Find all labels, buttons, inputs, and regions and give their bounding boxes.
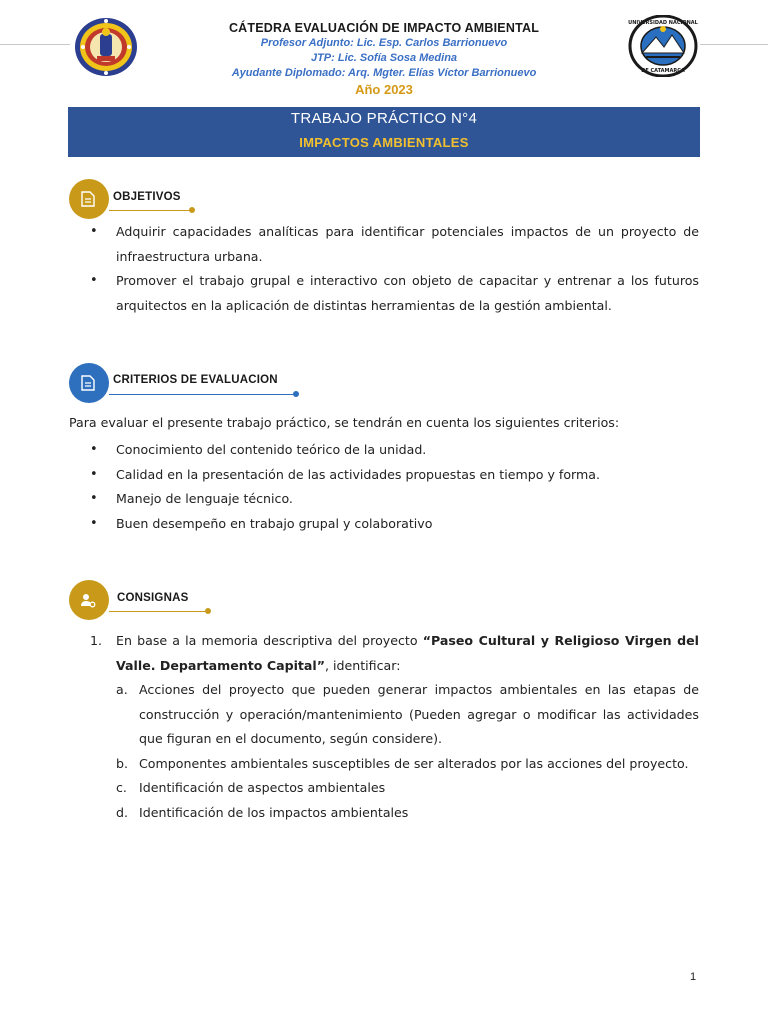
objetivos-badge <box>69 179 109 219</box>
subitem-letter: a. <box>116 682 128 697</box>
title-banner <box>68 107 700 157</box>
consignas-underline-dot <box>205 608 211 614</box>
section-objetivos-header <box>69 179 209 219</box>
university-seal-logo <box>628 15 698 77</box>
document-icon <box>81 191 95 207</box>
header-rule-left <box>0 44 70 45</box>
jtp-line: JTP: Lic. Sofía Sosa Medina <box>310 52 458 64</box>
professor-line: Profesor Adjunto: Lic. Esp. Carlos Barrionuevo <box>260 37 508 49</box>
objetivos-list <box>69 220 699 318</box>
criterios-intro: Para evaluar el presente trabajo práctico, se tendrán en cuenta los siguientes criterios: <box>69 415 620 430</box>
consigna-subitem <box>116 752 699 777</box>
subitem-letter: d. <box>116 804 128 820</box>
criterios-underline-dot <box>293 391 299 397</box>
consigna-text <box>116 629 699 678</box>
consigna-item-1 <box>69 629 699 678</box>
header-text <box>150 21 618 97</box>
criterio-item: • Conocimiento del contenido teórico de la unidad. <box>69 438 699 463</box>
consigna-subitem <box>116 801 699 826</box>
section-consignas-header <box>69 580 219 620</box>
consigna-text-before: En base a la memoria descriptiva del proyecto <box>116 633 423 648</box>
consigna-subitems <box>116 678 699 825</box>
objetivos-underline <box>109 210 191 211</box>
svg-text:DE CATAMARCA: DE CATAMARCA <box>641 68 685 74</box>
criterio-item: • Calidad en la presentación de las actividades propuestas en tiempo y forma. <box>69 463 699 488</box>
consigna-text-after: , identificar: <box>325 657 401 673</box>
user-gear-icon <box>80 592 96 608</box>
svg-text:UNIVERSIDAD NACIONAL: UNIVERSIDAD NACIONAL <box>628 20 698 26</box>
consigna-subitem <box>116 776 699 801</box>
criterios-heading: CRITERIOS DE EVALUACION <box>113 374 278 386</box>
document-icon <box>81 375 95 391</box>
criterios-list <box>69 438 699 536</box>
consigna-subitem <box>116 678 699 752</box>
subitem-text: Identificación de aspectos ambientales <box>139 780 386 795</box>
consigna-number: 1. <box>90 633 103 648</box>
consignas-underline <box>109 611 207 612</box>
criterios-underline <box>109 394 295 395</box>
section-criterios-header <box>69 363 309 403</box>
subitem-letter: b. <box>116 755 128 771</box>
criterio-item: • Buen desempeño en trabajo grupal y colaborativo <box>69 512 699 537</box>
chair-title: CÁTEDRA EVALUACIÓN DE IMPACTO AMBIENTAL <box>228 21 540 35</box>
criterio-item: • Manejo de lenguaje técnico. <box>69 487 699 512</box>
year-label: Año 2023 <box>355 82 413 97</box>
criterios-badge <box>69 363 109 403</box>
page-number: 1 <box>690 971 697 983</box>
objetivos-underline-dot <box>189 207 195 213</box>
subitem-text: Identificación de los impactos ambientales <box>139 804 409 820</box>
faculty-crest-logo <box>73 16 139 78</box>
practical-work-title: TRABAJO PRÁCTICO N°4 <box>290 110 478 127</box>
consignas-heading: CONSIGNAS <box>117 592 189 604</box>
objetivos-heading: OBJETIVOS <box>113 191 181 203</box>
objetivo-item: • Adquirir capacidades analíticas para identificar potenciales impactos de un proyecto de infraestructura urbana. <box>69 220 699 269</box>
subitem-text: Acciones del proyecto que pueden generar impactos ambientales en las etapas de construcción y operación/mantenimiento (Pueden agregar o modificar las actividades que figuran en el documento, según considere). <box>139 682 699 746</box>
practical-work-subtitle: IMPACTOS AMBIENTALES <box>299 135 469 150</box>
project-name: “Paseo Cultural y Religioso Virgen del Valle. Departamento Capital” <box>116 633 700 673</box>
subitem-text: Componentes ambientales susceptibles de ser alterados por las acciones del proyecto. <box>139 755 689 771</box>
subitem-letter: c. <box>116 780 127 795</box>
objetivo-item: • Promover el trabajo grupal e interactivo con objeto de capacitar y entrenar a los futuros arquitectos en la aplicación de distintas herramientas de la gestión ambiental. <box>69 269 699 318</box>
consignas-badge <box>69 580 109 620</box>
assistant-line: Ayudante Diplomado: Arq. Mgter. Elías Víctor Barrionuevo <box>231 67 537 79</box>
header-rule-right <box>700 44 768 45</box>
